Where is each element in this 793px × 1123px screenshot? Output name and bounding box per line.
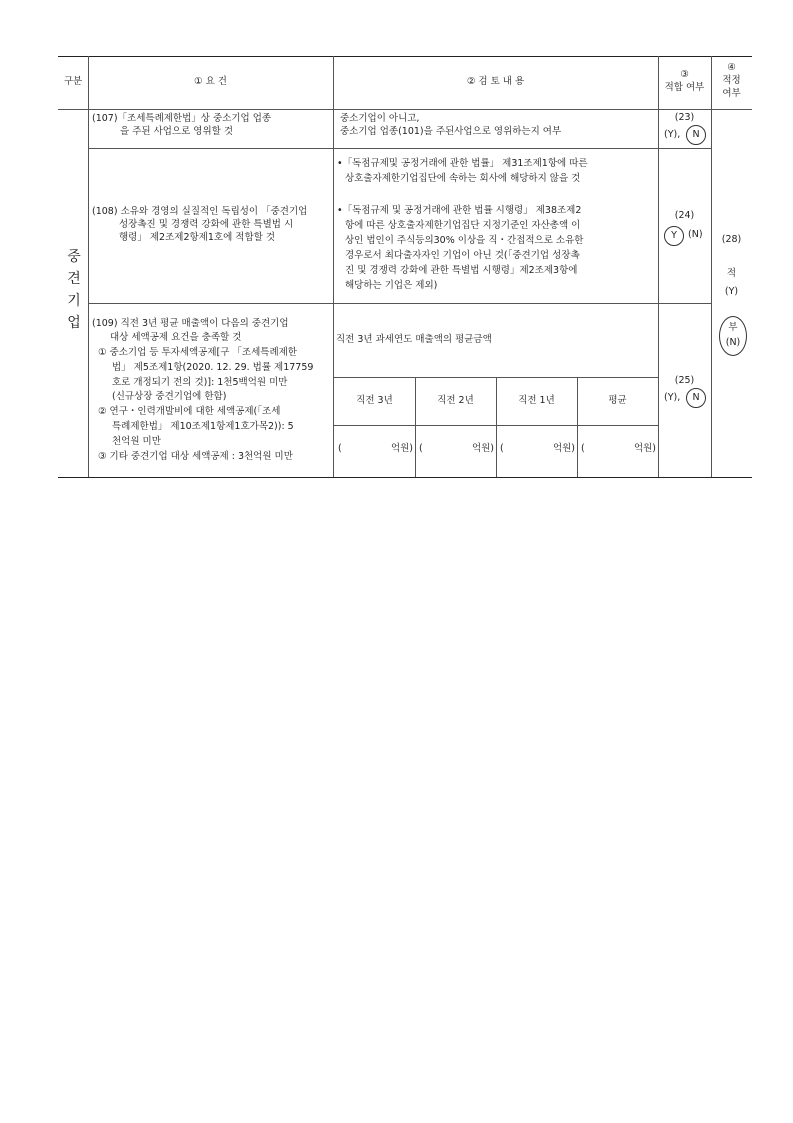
amount-cell-1yr-open: ( (500, 443, 504, 454)
amount-column-header-3: 직전 1년 (518, 395, 555, 406)
category-label: 중견기업 (67, 249, 81, 331)
header-fit-number: ③ (680, 69, 689, 80)
table-bottom-border (58, 477, 752, 478)
fit-108-yes-circled (664, 226, 684, 246)
req-108-line3: 행령」 제2조제2항제1호에 적합할 것 (119, 232, 275, 243)
req-109-item1-line1: ① 중소기업 등 투자세액공제[구 「조세특례제한 (98, 347, 297, 358)
req-109-item1-line4: (신규상장 중견기업에 한함) (112, 391, 227, 402)
amount-cell-3yr-unit: 억원) (390, 443, 413, 454)
overall-yes-y: (Y) (724, 286, 739, 297)
header-fit-label: 적합 여부 (664, 82, 705, 93)
req-109-item1-line3: 호로 개정되기 전의 것)]: 1천5백억원 미만 (112, 377, 288, 388)
overall-no: 부 (728, 322, 738, 333)
header-category: 구분 (63, 76, 83, 87)
amount-cell-average[interactable] (577, 426, 658, 477)
fit-108-no: (N) (688, 229, 703, 240)
req-107-line2: 을 주된 사업으로 영위할 것 (120, 126, 234, 137)
req-109-item2-line1: ② 연구・인력개발비에 대한 세액공제(「조세 (98, 406, 281, 417)
req-109-item1-line2: 법」 제5조제1항(2020. 12. 29. 법률 제17759 (112, 362, 314, 373)
fit-107-no-circled (686, 125, 706, 145)
review-108-bullet2-line6: 해당하는 기업은 제외) (345, 280, 438, 291)
table-top-border (58, 56, 752, 57)
amount-cell-2yr[interactable] (415, 426, 496, 477)
review-107-line2: 중소기업 업종(101)을 주된사업으로 영위하는지 여부 (340, 126, 562, 137)
amount-cell-average-open: ( (581, 443, 585, 454)
review-108-bullet2-line2: 항에 따른 상호출자제한기업집단 지정기준인 자산총액 이 (345, 220, 581, 231)
amount-cell-1yr-unit: 억원) (552, 443, 575, 454)
appropriate-column-divider (711, 56, 712, 477)
overall-yes: 적 (726, 268, 737, 279)
fit-109-code: (25) (674, 375, 695, 386)
req-109-line2: 대상 세액공제 요건을 충족할 것 (110, 332, 242, 343)
fit-109-no-circled (686, 388, 706, 408)
amount-column-header-4: 평균 (608, 395, 627, 406)
amount-cell-3yr-open: ( (338, 443, 342, 454)
header-appropriate-number: ④ (727, 62, 736, 73)
header-appropriate-line2: 여부 (722, 88, 741, 99)
amount-cell-1yr[interactable] (496, 426, 577, 477)
amount-column-header-1: 직전 3년 (356, 395, 393, 406)
overall-no-n: (N) (725, 337, 741, 348)
overall-code: (28) (721, 234, 742, 245)
req-109-item2-line2: 특례제한법」 제10조제1항제1호가목2)): 5 (112, 421, 294, 432)
review-109-title: 직전 3년 과세연도 매출액의 평균금액 (336, 334, 492, 345)
review-107-line1: 중소기업이 아니고, (340, 113, 420, 124)
fit-108-yes: Y (671, 230, 677, 241)
amount-cell-average-unit: 억원) (633, 443, 656, 454)
header-requirement: ① 요 건 (194, 76, 227, 87)
review-108-bullet2-line4: 경우로서 최다출자자인 기업이 아닌 것(「중견기업 성장촉 (345, 250, 580, 261)
req-108-line2: 성장촉진 및 경쟁력 강화에 관한 특별법 시 (119, 219, 294, 230)
review-108-bullet2-line5: 진 및 경쟁력 강화에 관한 특별법 시행령」제2조제3항에 (345, 265, 578, 276)
req-109-item2-line3: 천억원 미만 (112, 436, 161, 447)
fit-107-no: N (692, 129, 700, 140)
req-107-line1: (107)「조세특례제한법」상 중소기업 업종 (92, 113, 272, 124)
req-108-line1: (108) 소유와 경영의 실질적인 독립성이 「중견기업 (92, 206, 308, 217)
review-108-bullet2-line3: 상인 법인이 주식등의30% 이상을 직・간접적으로 소유한 (345, 235, 584, 246)
fit-109-yes: (Y), (664, 392, 681, 403)
req-109-line1: (109) 직전 3년 평균 매출액이 다음의 중견기업 (92, 318, 289, 329)
category-column-divider (88, 56, 89, 477)
review-108-bullet1-line2: 상호출자제한기업집단에 속하는 회사에 해당하지 않을 것 (345, 173, 581, 184)
fit-107-code: (23) (674, 112, 695, 123)
amount-cell-3yr[interactable] (334, 426, 415, 477)
review-108-bullet1-line1: •「독점규제및 공정거래에 관한 법률」 제31조제1항에 따른 (337, 158, 588, 169)
req-109-item3-line1: ③ 기타 중견기업 대상 세액공제 : 3천억원 미만 (98, 451, 293, 462)
requirement-column-divider (333, 56, 334, 477)
header-review: ② 검 토 내 용 (466, 76, 525, 87)
fit-109-no: N (692, 392, 700, 403)
amount-cell-2yr-unit: 억원) (471, 443, 494, 454)
header-bottom-border (58, 109, 752, 110)
fit-107-yes: (Y), (664, 129, 681, 140)
row-108-border (88, 303, 711, 304)
header-appropriate-line1: 적정 (722, 75, 741, 86)
row-107-border (88, 148, 711, 149)
overall-no-circled (719, 316, 747, 356)
fit-108-code: (24) (674, 210, 695, 221)
amount-cell-2yr-open: ( (419, 443, 423, 454)
amount-column-header-2: 직전 2년 (437, 395, 474, 406)
review-108-bullet2-line1: •「독점규제 및 공정거래에 관한 법률 시행령」 제38조제2 (337, 205, 582, 216)
